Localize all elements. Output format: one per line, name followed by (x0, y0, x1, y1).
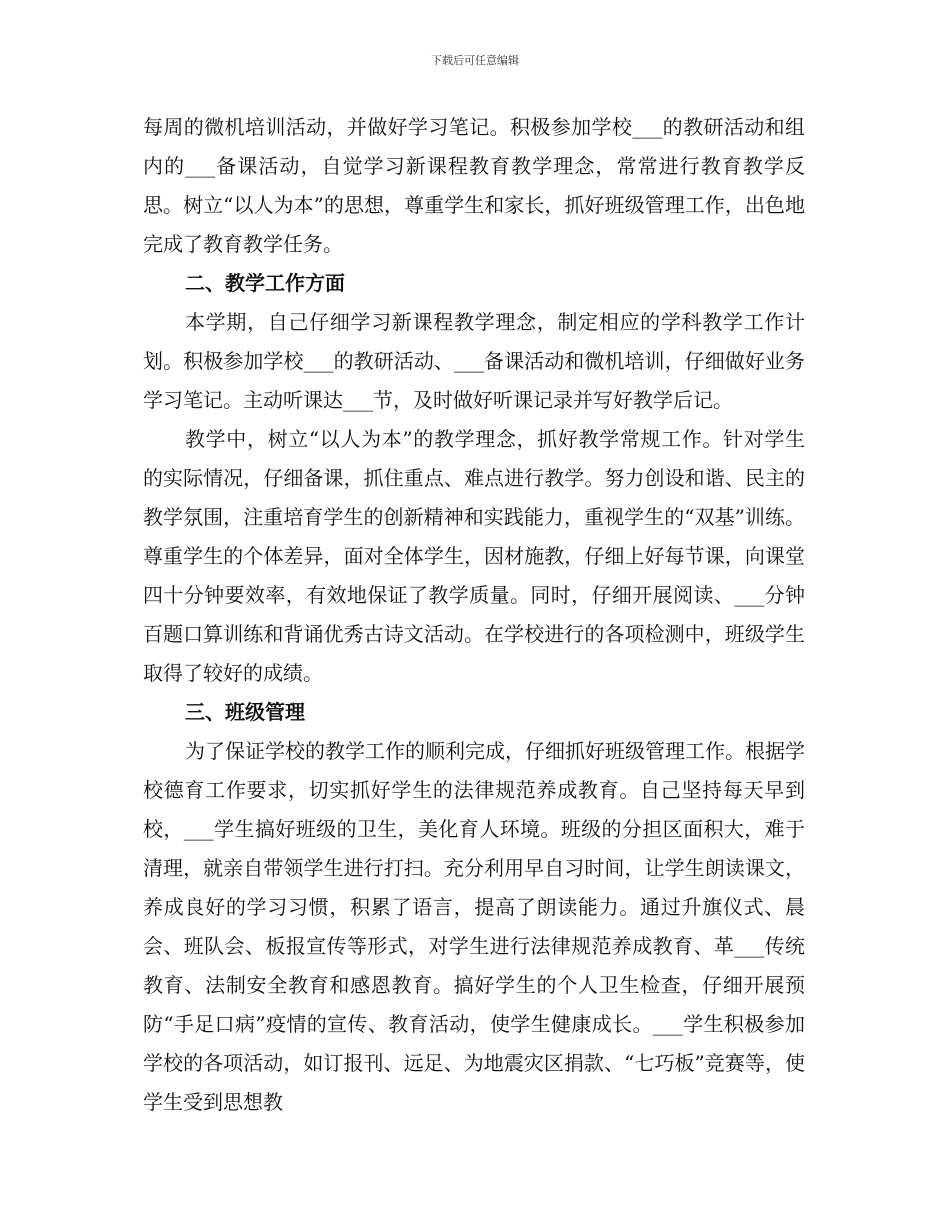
paragraph-teaching-plan: 本学期，自己仔细学习新课程教学理念，制定相应的学科教学工作计划。积极参加学校___的教研活动、___备课活动和微机培训，仔细做好业务学习笔记。主动听课达___节，及时做好听课记录并写好教学后记。 (143, 310, 805, 412)
section-heading-teaching: 二、教学工作方面 (185, 271, 345, 295)
section-heading-class-management: 三、班级管理 (185, 700, 305, 724)
paragraph-teaching-practice: 教学中，树立“以人为本”的教学理念，抓好教学常规工作。针对学生的实际情况，仔细备课，抓住重点、难点进行教学。努力创设和谐、民主的教学氛围，注重培育学生的创新精神和实践能力，重视学生的“双基”训练。尊重学生的个体差异，面对全体学生，因材施教，仔细上好每节课，向课堂四十分钟要效率，有效地保证了教学质量。同时，仔细开展阅读、___分钟百题口算训练和背诵优秀古诗文活动。在学校进行的各项检测中，班级学生取得了较好的成绩。 (143, 427, 805, 685)
document-body (143, 108, 805, 1122)
paragraph-continuation: 每周的微机培训活动，并做好学习笔记。积极参加学校___的教研活动和组内的___备课活动，自觉学习新课程教育教学理念，常常进行教育教学反思。树立“以人为本”的思想，尊重学生和家长，抓好班级管理工作，出色地完成了教育教学任务。 (143, 115, 805, 256)
page-header: 下载后可任意编辑 (431, 54, 519, 67)
paragraph-class-management: 为了保证学校的教学工作的顺利完成，仔细抓好班级管理工作。根据学校德育工作要求，切实抓好学生的法律规范养成教育。自己坚持每天早到校，___学生搞好班级的卫生，美化育人环境。班级的分担区面积大，难于清理，就亲自带领学生进行打扫。充分利用早自习时间，让学生朗读课文，养成良好的学习习惯，积累了语言，提高了朗读能力。通过升旗仪式、晨会、班队会、板报宣传等形式，对学生进行法律规范养成教育、革___传统教育、法制安全教育和感恩教育。搞好学生的个人卫生检查，仔细开展预防“手足口病”疫情的宣传、教育活动，使学生健康成长。___学生积极参加学校的各项活动，如订报刊、远足、为地震灾区捐款、“七巧板”竞赛等，使学生受到思想教 (143, 739, 805, 1114)
